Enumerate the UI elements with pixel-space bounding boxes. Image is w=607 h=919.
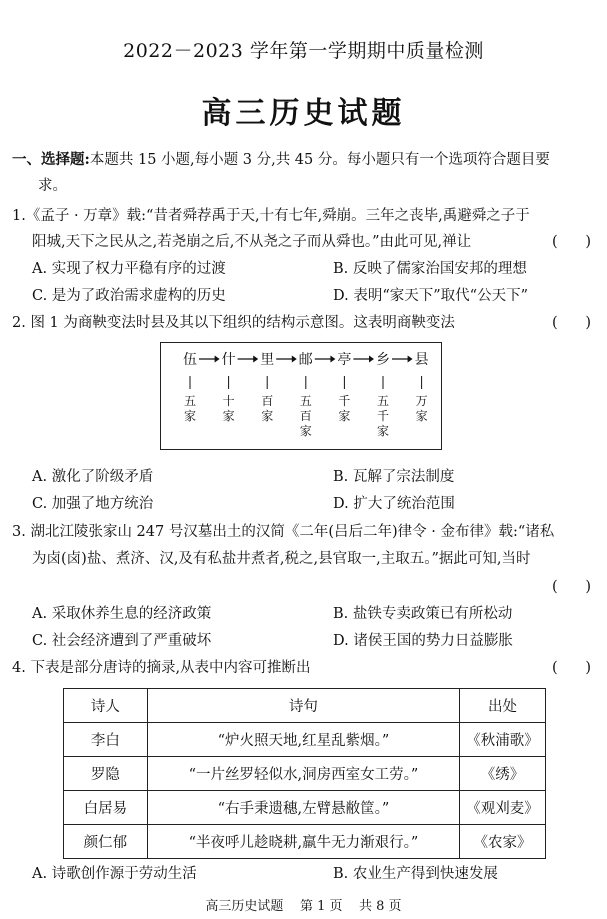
section-instruction: 本题共 15 小题,每小题 3 分,共 45 分。每小题只有一个选项符合题目要 [89, 152, 550, 168]
unit-label: 邮 [298, 352, 313, 368]
source-cell: 《秋浦歌》 [460, 723, 546, 757]
unit-label: 亭 [337, 352, 352, 368]
structure-diagram [160, 342, 442, 450]
q2-answer-bracket: ( ) [552, 315, 591, 331]
poet-cell: 李白 [64, 723, 148, 757]
unit-label: 伍 [183, 352, 197, 368]
source-cell: 《绣》 [460, 757, 546, 791]
q1-option-a: A. 实现了权力平稳有序的过渡 [32, 261, 226, 277]
unit-label: 县 [414, 352, 429, 368]
section-heading: 一、选择题: [12, 151, 90, 168]
q2-option-a: A. 激化了阶级矛盾 [32, 469, 154, 485]
q1-answer-bracket: ( ) [552, 234, 591, 250]
q1-option-d: D. 表明“家天下”取代“公天下” [333, 288, 528, 304]
q3-option-b: B. 盐铁专卖政策已有所松动 [333, 606, 513, 622]
q3-option-a: A. 采取休养生息的经济政策 [32, 606, 212, 622]
q2-option-b: B. 瓦解了宗法制度 [333, 469, 455, 485]
arrow-head [253, 356, 258, 363]
q1-stem-line-1: 1.《孟子 · 万章》载:“昔者舜荐禹于天,十有七年,舜崩。三年之丧毕,禹避舜之子于 [12, 208, 530, 224]
source-cell: 《观刈麦》 [460, 791, 546, 825]
q4-option-a: A. 诗歌创作源于劳动生活 [32, 866, 197, 882]
arrow-head [292, 356, 297, 363]
household-label: 十 [222, 394, 235, 408]
poet-cell: 白居易 [64, 791, 148, 825]
table-row [64, 791, 546, 825]
household-label: 万 [415, 394, 428, 408]
q4-answer-bracket: ( ) [552, 660, 591, 676]
column-header-source: 出处 [460, 689, 546, 723]
q2-stem-line-1: 2. 图 1 为商鞅变法时县及其以下组织的结构示意图。这表明商鞅变法 [12, 315, 455, 331]
verse-cell: “炉火照天地,红星乱紫烟。” [147, 723, 459, 757]
q2-option-c: C. 加强了地方统治 [32, 496, 154, 512]
q1-option-c: C. 是为了政治需求虚构的历史 [32, 288, 226, 304]
verse-cell: “一片丝罗轻似水,洞房西室女工劳。” [147, 757, 459, 791]
section-heading-line [12, 150, 550, 170]
q4-stem-line-1: 4. 下表是部分唐诗的摘录,从表中内容可推断出 [12, 660, 311, 676]
table-row [64, 825, 546, 859]
arrow-head [330, 356, 335, 363]
household-label: 百 [261, 394, 274, 408]
unit-label: 什 [221, 352, 236, 368]
column-header-verse: 诗句 [147, 689, 459, 723]
source-cell: 《农家》 [460, 825, 546, 859]
table-header-row [64, 689, 546, 723]
verse-cell: “右手秉遗穗,左臂悬敝筐。” [147, 791, 459, 825]
structure-diagram-svg [161, 343, 443, 451]
household-label: 家 [183, 409, 197, 423]
column-header-poet: 诗人 [64, 689, 148, 723]
q4-option-b: B. 农业生产得到快速发展 [333, 866, 498, 882]
q3-answer-bracket: ( ) [552, 579, 591, 595]
exam-name: 2022－2023 学年第一学期期中质量检测 [123, 40, 484, 62]
arrow-head [369, 356, 374, 363]
household-label: 千 [376, 409, 390, 423]
household-label: 百 [299, 409, 312, 423]
poet-cell: 罗隐 [64, 757, 148, 791]
q3-option-d: D. 诸侯王国的势力日益膨胀 [333, 633, 513, 649]
unit-label: 里 [260, 352, 275, 368]
poem-table [63, 688, 546, 859]
household-label: 五 [376, 394, 390, 408]
q3-option-c: C. 社会经济遭到了严重破坏 [32, 633, 212, 649]
table-row [64, 757, 546, 791]
q1-option-b: B. 反映了儒家治国安邦的理想 [333, 261, 527, 277]
q1-stem-line-2: 阳城,天下之民从之,若尧崩之后,不从尧之子而从舜也。”由此可见,禅让 [32, 234, 472, 250]
household-label: 家 [338, 409, 351, 423]
q2-option-d: D. 扩大了统治范围 [333, 496, 455, 512]
page-footer: 高三历史试题 第 1 页 共 8 页 [205, 899, 402, 914]
section-instruction-cont: 求。 [38, 178, 67, 194]
q3-stem-line-1: 3. 湖北江陵张家山 247 号汉墓出土的汉简《二年(吕后二年)律令 · 金布律》载:“诸私 [12, 524, 555, 540]
household-label: 家 [415, 409, 428, 423]
household-label: 家 [222, 409, 235, 423]
household-label: 家 [261, 409, 274, 423]
household-label: 五 [299, 394, 312, 408]
table-row [64, 723, 546, 757]
verse-cell: “半夜呼儿趁晓耕,羸牛无力渐艰行。” [147, 825, 459, 859]
household-label: 千 [338, 394, 351, 408]
household-label: 家 [299, 424, 312, 438]
unit-label: 乡 [376, 352, 390, 368]
arrow-head [215, 356, 220, 363]
household-label: 家 [376, 424, 390, 438]
q3-stem-line-2: 为卤(卤)盐、煮济、汉,及有私盐井煮者,税之,县官取一,主取五。”据此可知,当时 [32, 551, 531, 567]
household-label: 五 [183, 394, 197, 408]
page-title: 高三历史试题 [201, 96, 406, 131]
poet-cell: 颜仁郁 [64, 825, 148, 859]
arrow-head [408, 356, 413, 363]
